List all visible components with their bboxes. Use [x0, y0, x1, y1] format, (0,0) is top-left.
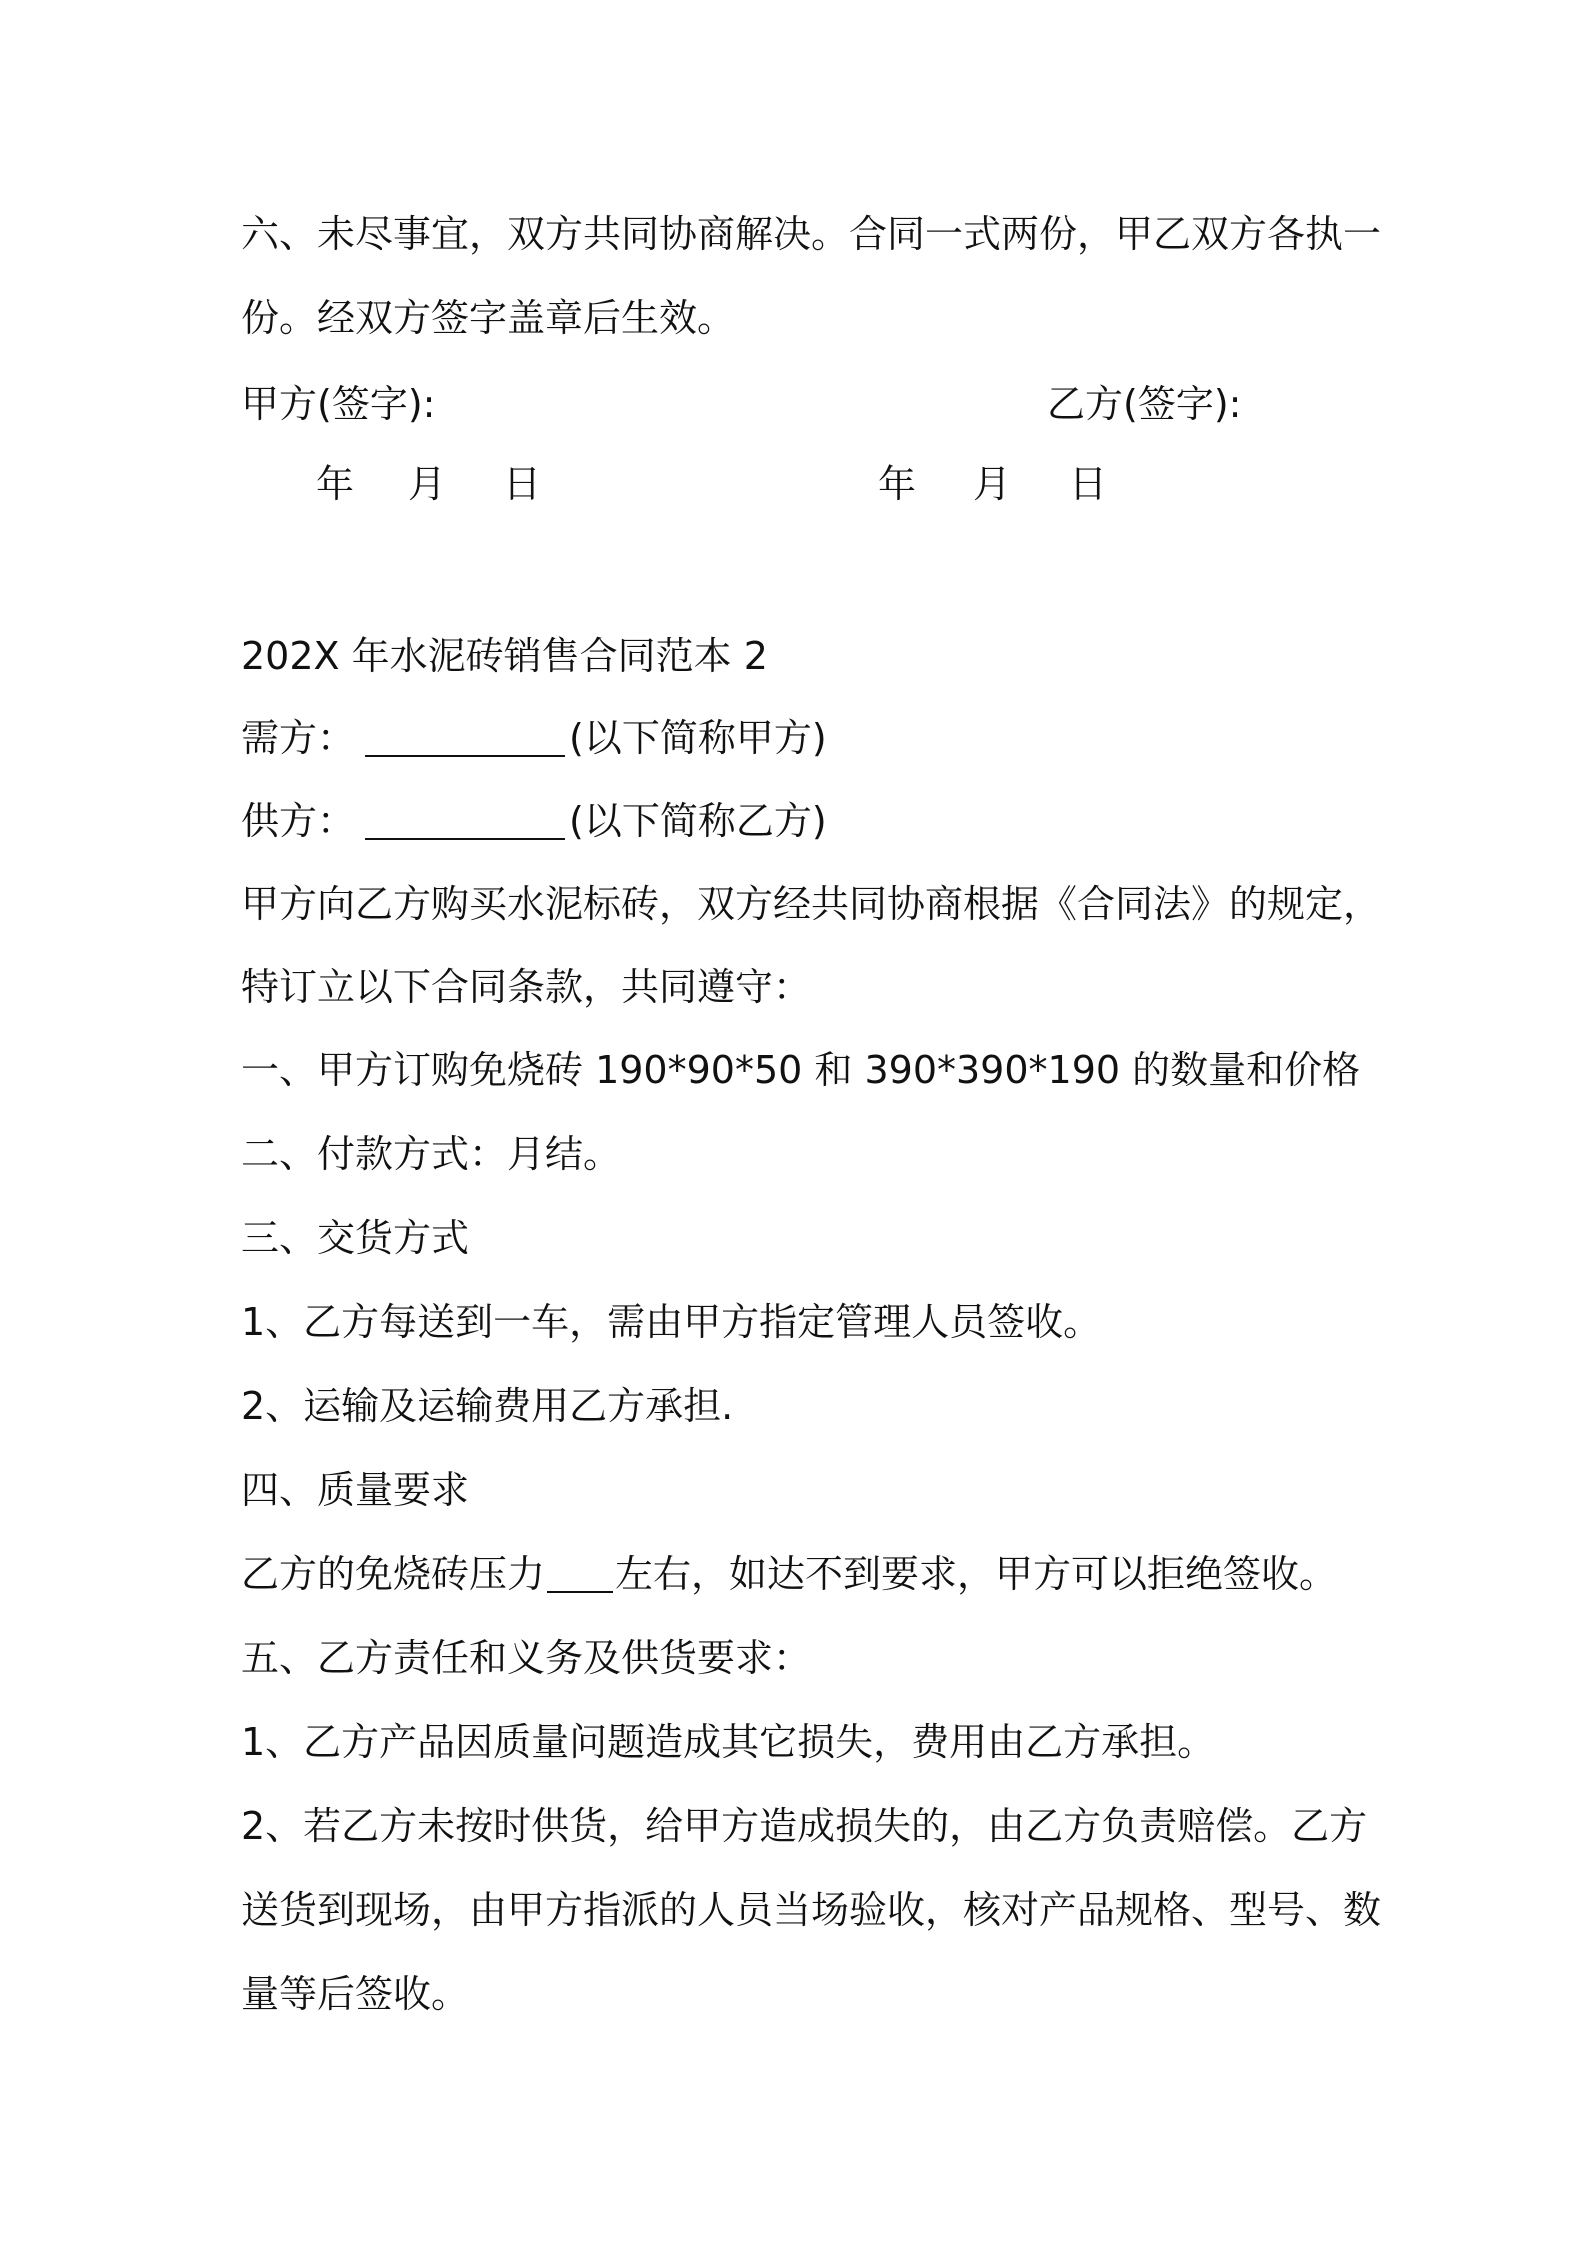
- pressure-value-blank: [547, 1555, 613, 1593]
- clause-6-line-2: 份。经双方签字盖章后生效。: [241, 296, 736, 340]
- contract-title: 202X 年水泥砖销售合同范本 2: [241, 634, 768, 678]
- clause-4-text: [241, 1550, 1371, 1598]
- party-a-date-month: 月: [408, 462, 447, 506]
- clause-5-item-2-line-1: 2、若乙方未按时供货，给甲方造成损失的，由乙方负责赔偿。乙方: [241, 1804, 1368, 1848]
- party-a-date-year: 年: [316, 462, 355, 506]
- clause-4-text-after: 左右，如达不到要求，甲方可以拒绝签收。: [615, 1552, 1338, 1596]
- seller-name-blank: [365, 802, 565, 840]
- seller-suffix: (以下简称乙方): [569, 799, 827, 843]
- clause-2: 二、付款方式：月结。: [241, 1132, 622, 1176]
- clause-3-heading: 三、交货方式: [241, 1216, 470, 1260]
- clause-3-item-2: 2、运输及运输费用乙方承担.: [241, 1384, 734, 1428]
- clause-4-text-before: 乙方的免烧砖压力: [241, 1552, 546, 1596]
- date-row: [241, 460, 1371, 508]
- signature-row: [241, 380, 1371, 428]
- clause-3-item-1: 1、乙方每送到一车，需由甲方指定管理人员签收。: [241, 1300, 1102, 1344]
- party-a-date-day: 日: [503, 462, 542, 506]
- party-a-signature-label: 甲方(签字):: [241, 382, 436, 426]
- intro-line-2: 特订立以下合同条款，共同遵守：: [241, 965, 812, 1009]
- intro-line-1: 甲方向乙方购买水泥标砖，双方经共同协商根据《合同法》的规定，: [241, 882, 1382, 926]
- clause-5-item-1: 1、乙方产品因质量问题造成其它损失，费用由乙方承担。: [241, 1720, 1216, 1764]
- buyer-line: [241, 714, 1371, 762]
- clause-5-heading: 五、乙方责任和义务及供货要求：: [241, 1636, 812, 1680]
- party-b-signature-label: 乙方(签字):: [1047, 382, 1242, 426]
- clause-6-line-1: 六、未尽事宜，双方共同协商解决。合同一式两份，甲乙双方各执一: [241, 212, 1382, 256]
- seller-label: 供方：: [241, 799, 356, 843]
- seller-line: [241, 797, 1371, 845]
- clause-5-item-2-line-2: 送货到现场，由甲方指派的人员当场验收，核对产品规格、型号、数: [241, 1888, 1382, 1932]
- party-b-date-day: 日: [1069, 462, 1108, 506]
- buyer-name-blank: [365, 719, 565, 757]
- clause-1: 一、甲方订购免烧砖 190*90*50 和 390*390*190 的数量和价格: [241, 1048, 1361, 1092]
- party-b-date-month: 月: [973, 462, 1012, 506]
- buyer-label: 需方：: [241, 716, 356, 760]
- clause-4-heading: 四、质量要求: [241, 1468, 470, 1512]
- buyer-suffix: (以下简称甲方): [569, 716, 827, 760]
- clause-5-item-2-line-3: 量等后签收。: [241, 1972, 470, 2016]
- party-b-date-year: 年: [878, 462, 917, 506]
